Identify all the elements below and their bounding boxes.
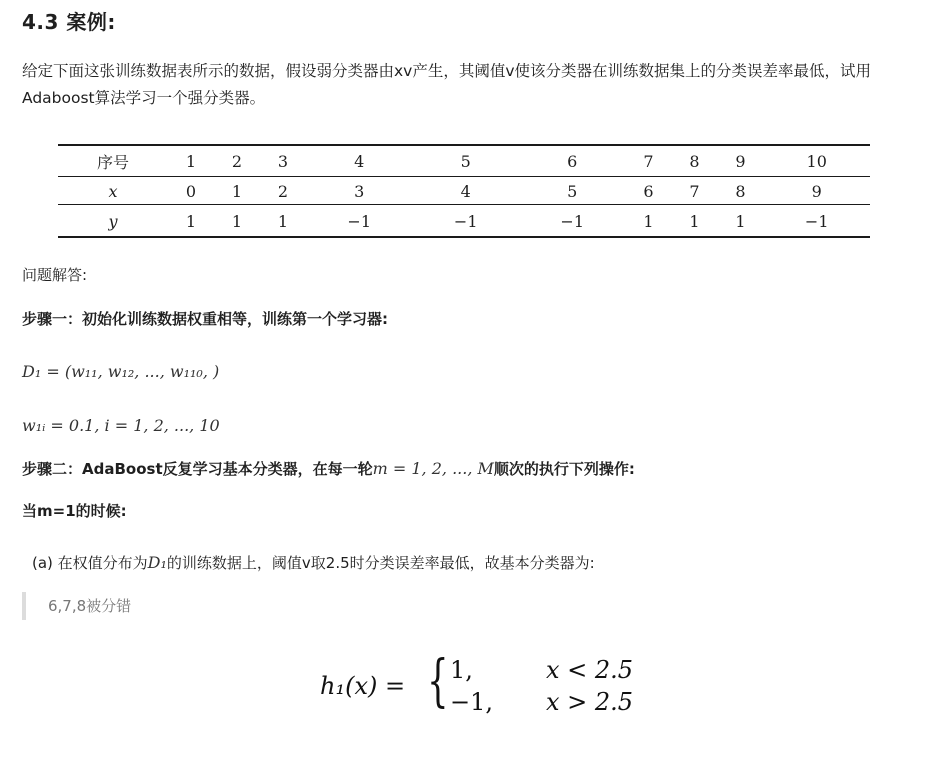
table-row <box>58 206 870 236</box>
when-m1-heading: 当m=1的时候: <box>22 502 127 520</box>
step-two-suffix: 顺次的执行下列操作: <box>493 460 635 478</box>
table-cell: 10 <box>806 151 827 171</box>
item-a-math: D₁ <box>147 553 167 572</box>
table-row <box>58 176 870 206</box>
formula-case2-condition: x > 2.5 <box>546 688 634 716</box>
table-cell: 8 <box>689 151 700 171</box>
table-cell: 1 <box>185 211 197 231</box>
formula-brace: { <box>427 649 449 714</box>
item-a <box>32 552 595 573</box>
table-cell: 7 <box>689 181 700 201</box>
table-cell: 2 <box>231 151 243 171</box>
table-cell: 6 <box>643 181 654 201</box>
table-bottom-rule <box>58 236 870 238</box>
table-cell: 1 <box>185 151 197 171</box>
table-cell: 9 <box>735 151 746 171</box>
table-cell: −1 <box>347 211 371 231</box>
classifier-formula <box>320 649 640 718</box>
table-cell: 3 <box>277 151 289 171</box>
training-data-table <box>58 132 870 244</box>
table-cell: 0 <box>185 181 197 201</box>
step-two-math: m = 1, 2, ..., M <box>372 459 494 478</box>
table-cell: 1 <box>689 211 700 231</box>
table-cell: 5 <box>460 151 471 171</box>
formula-lhs: h₁(x) = <box>320 672 406 700</box>
row-header: 序号 <box>96 152 129 172</box>
step-two-prefix: 步骤二：AdaBoost反复学习基本分类器，在每一轮 <box>22 460 373 478</box>
table-row <box>58 146 870 176</box>
table-cell: 8 <box>735 181 746 201</box>
item-a-prefix: (a) 在权值分布为 <box>32 554 148 572</box>
row-header: y <box>108 211 118 231</box>
intro-paragraph: 给定下面这张训练数据表所示的数据，假设弱分类器由xv产生，其阈值v使该分类器在训练数据集上的分类误差率最低，试用Adaboost算法学习一个强分类器。 <box>22 62 872 107</box>
table-cell: 7 <box>643 151 654 171</box>
table-cell: 1 <box>231 181 243 201</box>
formula-case1-value: 1, <box>450 656 473 684</box>
table-cell: −1 <box>560 211 584 231</box>
answer-label: 问题解答: <box>22 266 88 284</box>
table-cell: −1 <box>453 211 478 231</box>
item-a-suffix: 的训练数据上，阈值v取2.5时分类误差率最低，故基本分类器为: <box>166 554 595 572</box>
formula-case1-condition: x < 2.5 <box>546 656 634 684</box>
table-cell: 3 <box>354 181 365 201</box>
table-cell: 4 <box>460 181 471 201</box>
table-cell: −1 <box>804 211 829 231</box>
section-title: 4.3 案例: <box>22 10 116 34</box>
blockquote-note: 6,7,8被分错 <box>22 592 131 620</box>
table-cell: 9 <box>811 181 822 201</box>
equation-weights: w₁ᵢ = 0.1, i = 1, 2, ..., 10 <box>22 416 220 435</box>
table-cell: 5 <box>567 181 578 201</box>
step-one-heading: 步骤一：初始化训练数据权重相等，训练第一个学习器: <box>22 310 389 328</box>
step-two-heading <box>22 458 635 479</box>
table-cell: 1 <box>735 211 746 231</box>
table-cell: 1 <box>231 211 243 231</box>
table-cell: 1 <box>643 211 654 231</box>
table-cell: 6 <box>567 151 578 171</box>
equation-d1: D₁ = (w₁₁, w₁₂, ..., w₁₁₀, ) <box>22 362 220 381</box>
table-cell: 4 <box>354 151 365 171</box>
row-header: x <box>108 181 118 201</box>
data-table <box>58 146 870 236</box>
table-cell: 2 <box>277 181 289 201</box>
formula-case2-value: −1, <box>450 688 494 716</box>
table-cell: 1 <box>277 211 289 231</box>
